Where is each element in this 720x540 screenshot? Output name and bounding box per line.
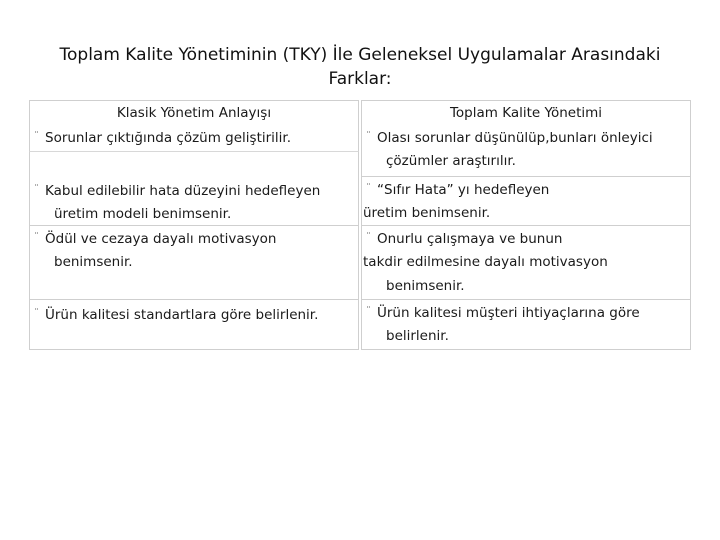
title-line-2: Farklar: [328, 69, 392, 89]
classic-row-4-cell [29, 299, 359, 350]
bullet-icon: ¨ [366, 183, 371, 194]
title-line-1: Toplam Kalite Yönetiminin (TKY) İle Geleneksel Uygulamalar Arasındaki [59, 45, 661, 65]
bullet-icon: ¨ [366, 131, 371, 142]
classic-header-cell [29, 100, 359, 152]
bullet-icon: ¨ [34, 308, 39, 319]
bullet-icon: ¨ [34, 184, 39, 195]
tqm-row-3-line-2: takdir edilmesine dayalı motivasyon [363, 254, 608, 270]
bullet-icon: ¨ [34, 232, 39, 243]
tqm-row-2-cell [361, 176, 691, 226]
tqm-row-2-line-2: üretim benimsenir. [363, 205, 491, 221]
tqm-row-3-cell [361, 225, 691, 300]
tqm-row-3-line-3: benimsenir. [386, 278, 465, 294]
tqm-row-2-line-1: ¨ “Sıfır Hata” yı hedefleyen [362, 177, 690, 201]
bullet-icon: ¨ [366, 232, 371, 243]
tqm-column [361, 100, 691, 350]
classic-row-3-cell [29, 225, 359, 300]
classic-row-2-cell [29, 151, 359, 226]
classic-header: Klasik Yönetim Anlayışı [116, 105, 272, 121]
tqm-row-4-line-1: ¨ Ürün kalitesi müşteri ihtiyaçlarına göre [362, 300, 690, 324]
slide-title [40, 42, 680, 90]
tqm-row-4-cell [361, 299, 691, 350]
classic-column [29, 100, 359, 350]
classic-row-4-line-1: ¨ Ürün kalitesi standartlara göre belirlenir. [30, 302, 358, 326]
classic-row-3-line-1: ¨ Ödül ve cezaya dayalı motivasyon [30, 226, 358, 250]
tqm-row-3-line-1: ¨ Onurlu çalışmaya ve bunun [362, 226, 690, 250]
bullet-icon: ¨ [34, 131, 39, 142]
classic-row-2-line-1: ¨ Kabul edilebilir hata düzeyini hedefleyen [30, 178, 358, 202]
tqm-row-1-line-2: çözümler araştırılır. [386, 153, 516, 169]
comparison-table [29, 100, 691, 350]
bullet-icon: ¨ [366, 306, 371, 317]
tqm-header-cell [361, 100, 691, 177]
tqm-row-4-line-2: belirlenir. [386, 328, 449, 344]
tqm-header: Toplam Kalite Yönetimi [449, 105, 603, 121]
tqm-row-1-line-1: ¨ Olası sorunlar düşünülüp,bunları önleyici [362, 125, 690, 149]
classic-row-1-line-1: ¨ Sorunlar çıktığında çözüm geliştirilir. [30, 125, 358, 149]
classic-row-2-line-2: üretim modeli benimsenir. [54, 206, 232, 222]
classic-row-3-line-2: benimsenir. [54, 254, 133, 270]
